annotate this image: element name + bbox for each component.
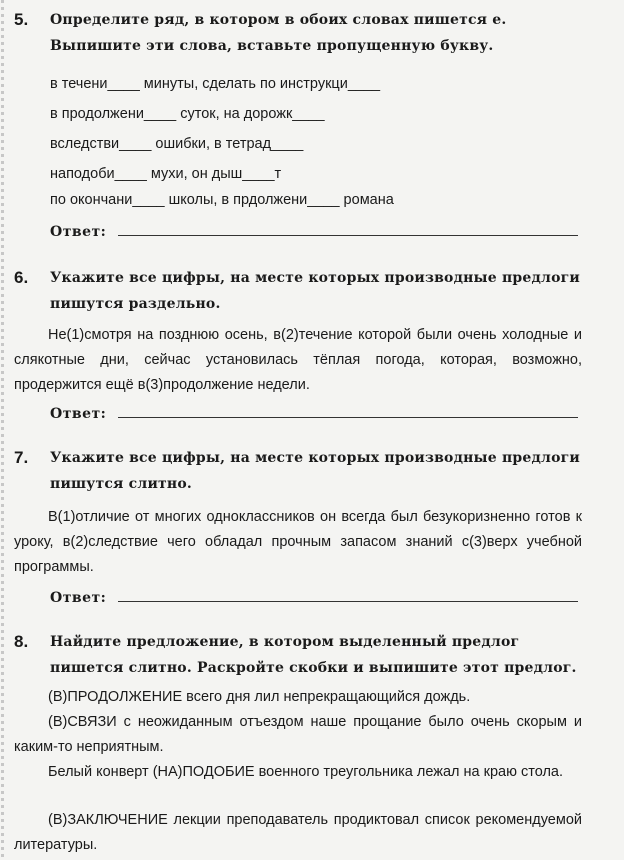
task-text: В(1)отличие от многих одноклассников он всегда был безукоризненно готов к уроку, в(2)следствие чего обладал прочным запасом знаний с(3)верх учебной программы. [14,509,582,575]
answer-line[interactable] [118,235,578,236]
task-text: Не(1)смотря на позднюю осень, в(2)течение которой были очень холодные и слякотные дни, сейчас установилась тёплая погода, которая, возможно, продержится ещё в(3)продолжение недели. [14,327,582,393]
task-question: Найдите предложение, в котором выделенный предлог пишется слитно. Раскройте скобки и выпишите этот предлог. [50,634,577,676]
task-question: Укажите все цифры, на месте которых производные предлоги пишутся слитно. [50,450,581,492]
task-number: 6. [14,268,29,287]
answer-label: Ответ: [50,406,107,422]
answer-field[interactable] [50,584,578,606]
task-number: 7. [14,448,29,467]
task-sentence: (В)ЗАКЛЮЧЕНИЕ лекции преподаватель продиктовал список рекомендуемой литературы. [14,812,582,853]
exercise-row: вследстви____ ошибки, в тетрад____ [50,136,304,152]
task-question: Определите ряд, в котором в обоих словах пишется е. Выпишите эти слова, вставьте пропущенную букву. [50,12,507,54]
task-sentence: (В)ПРОДОЛЖЕНИЕ всего дня лил непрекращающийся дождь. [48,689,471,705]
answer-field[interactable] [50,400,578,422]
answer-label: Ответ: [50,590,107,606]
answer-line[interactable] [118,417,578,418]
exercise-row: в течени____ минуты, сделать по инструкци____ [50,76,381,92]
answer-line[interactable] [118,601,578,602]
task-sentence: Белый конверт (НА)ПОДОБИЕ военного треугольника лежал на краю стола. [48,764,564,780]
exercise-row: в продолжени____ суток, на дорожк____ [50,106,325,122]
task-number: 5. [14,10,29,29]
page-edge [1,0,4,860]
exercise-row: по окончани____ школы, в прдолжени____ романа [50,192,394,208]
task-sentence: (В)СВЯЗИ с неожиданным отъездом наше прощание было очень скорым и каким-то неприятным. [14,714,582,755]
task-question: Укажите все цифры, на месте которых производные предлоги пишутся раздельно. [50,270,581,312]
exercise-row: наподоби____ мухи, он дыш____т [50,166,282,182]
answer-field[interactable] [50,218,578,240]
answer-label: Ответ: [50,224,107,240]
task-number: 8. [14,632,29,651]
